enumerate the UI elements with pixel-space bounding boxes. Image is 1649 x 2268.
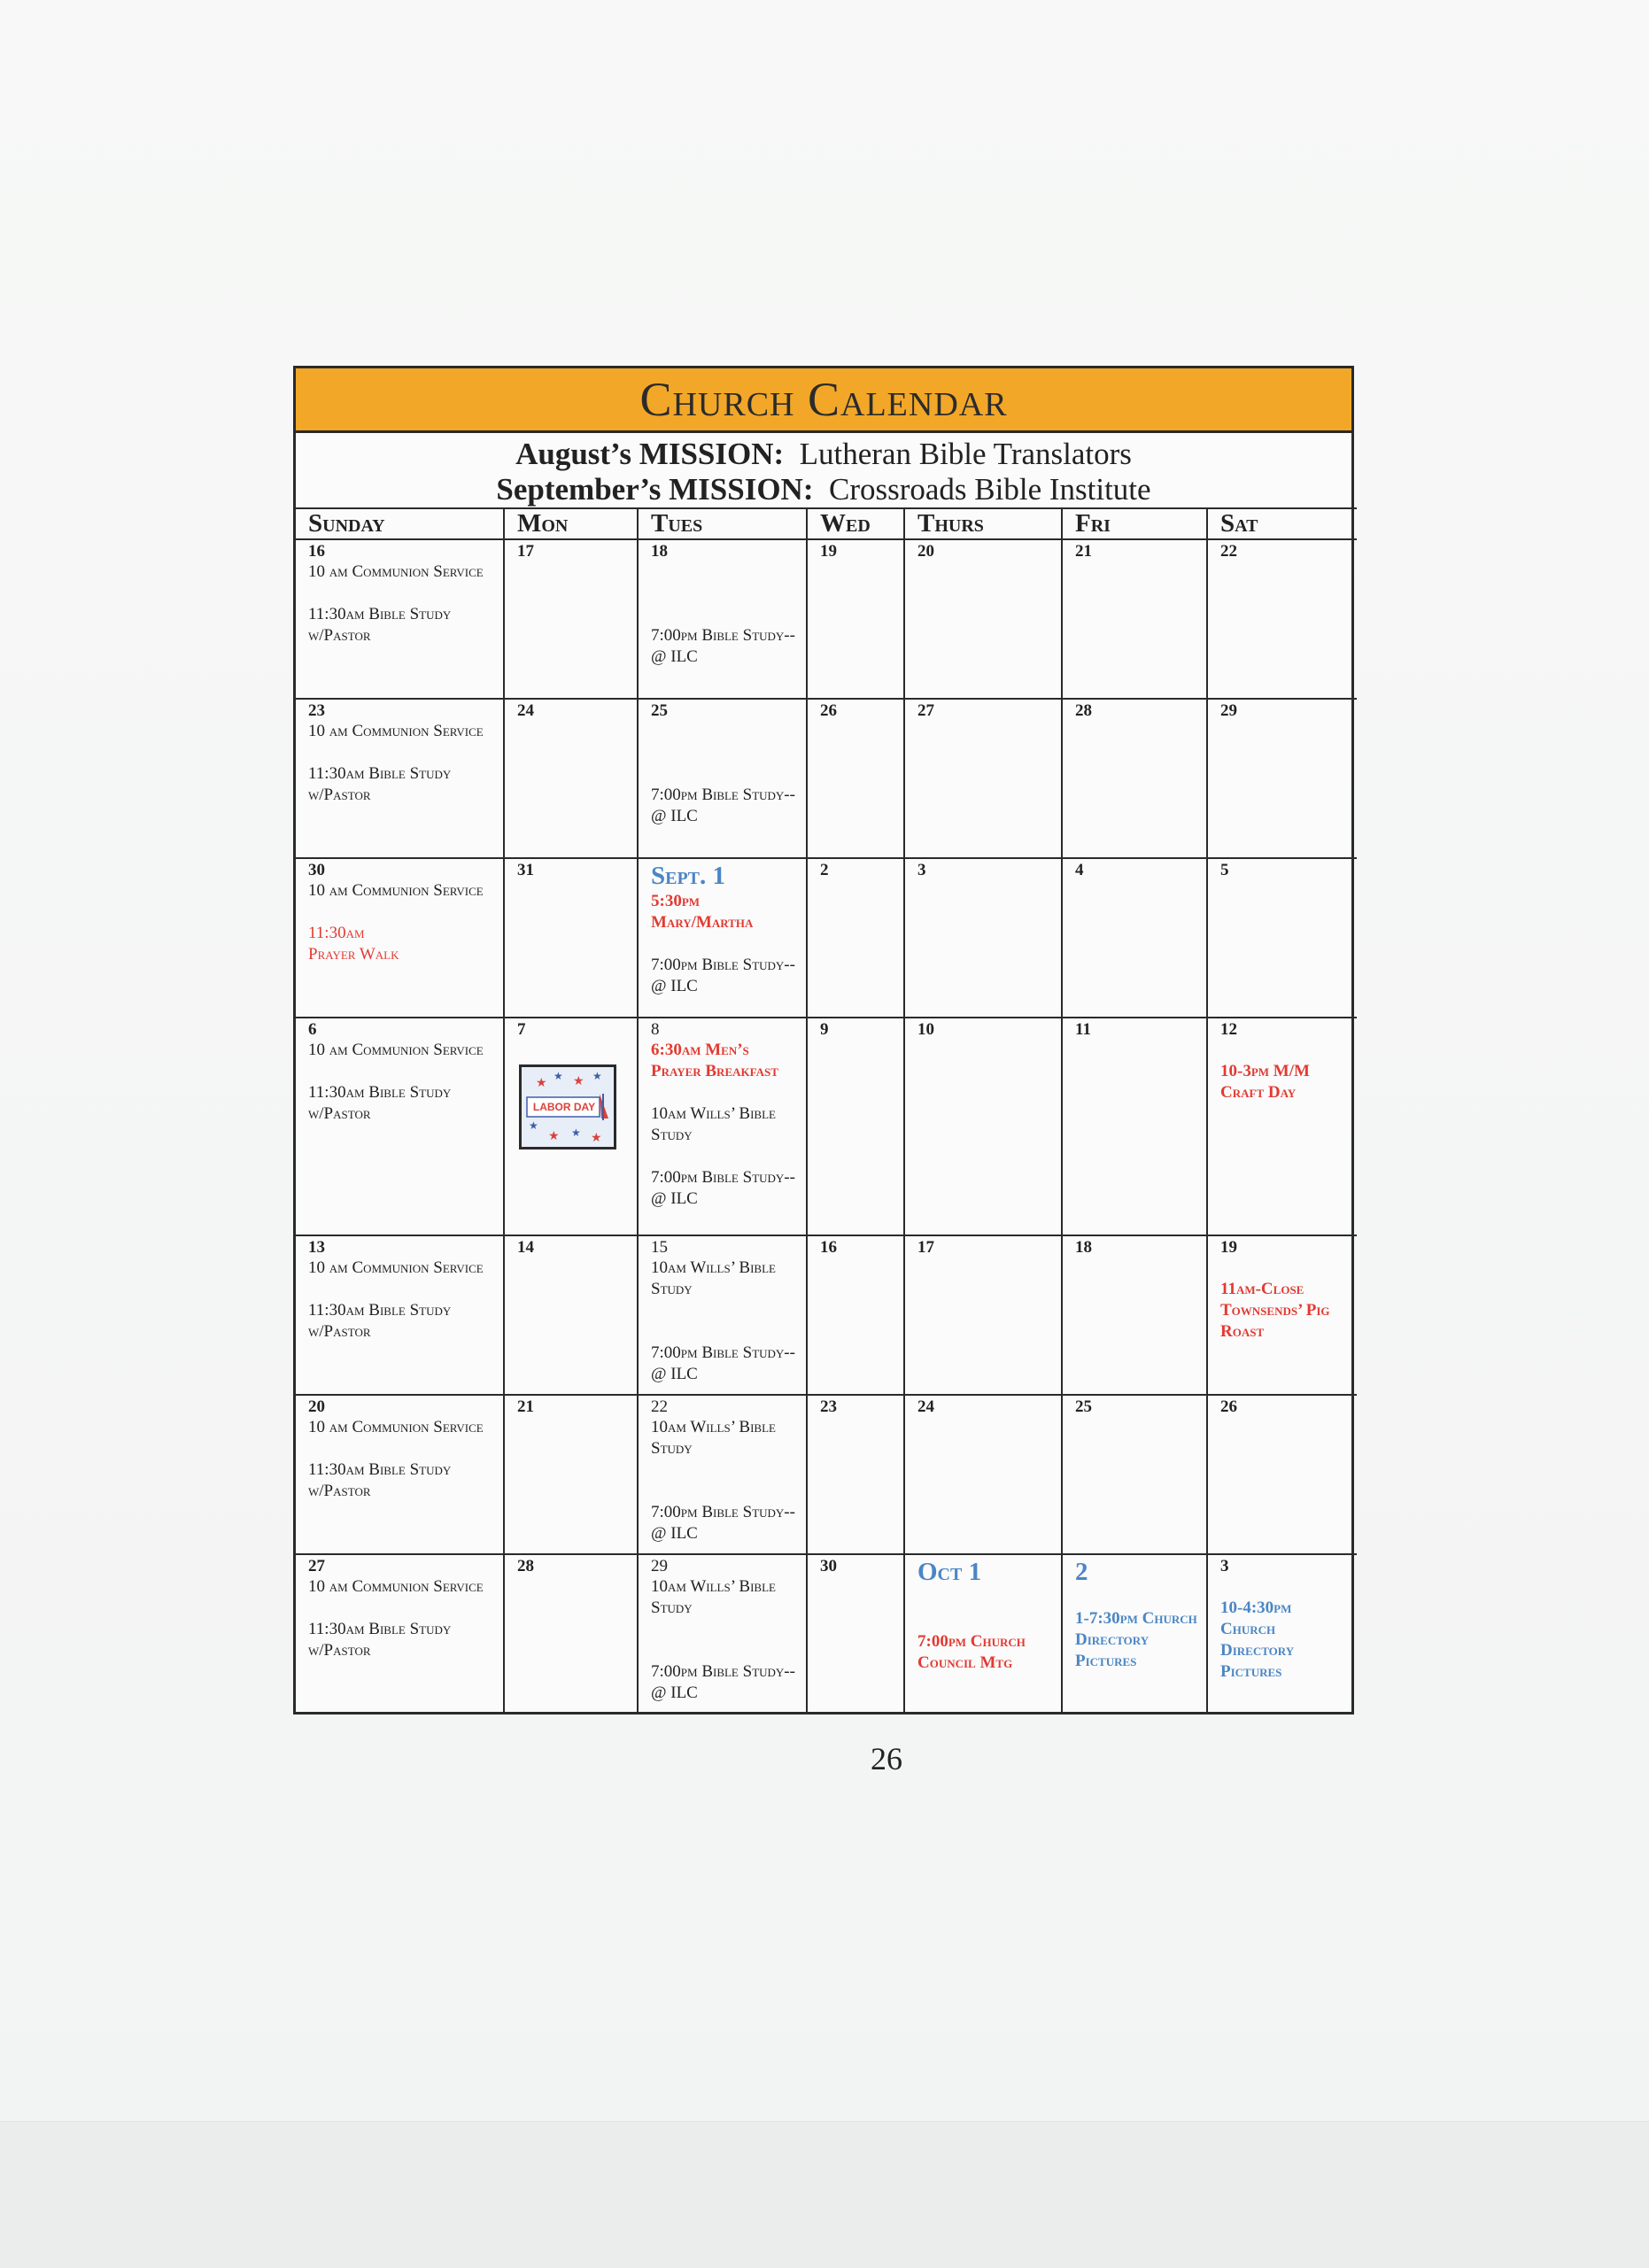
day-cell: [638, 539, 807, 699]
day-cell: [904, 1395, 1062, 1554]
day-cell: [904, 1554, 1062, 1712]
svg-text:★: ★: [529, 1119, 538, 1132]
day-cell: [904, 1018, 1062, 1235]
week-row: [296, 858, 1357, 1018]
event: 7:00pm Bible Study--@ ILC: [651, 626, 795, 666]
event: 7:00pm Bible Study--@ ILC: [651, 1662, 795, 1702]
event: 11:30am Bible Study w/Pastor: [308, 1620, 452, 1660]
day-number: 25: [1075, 1397, 1092, 1416]
day-cell: [296, 699, 504, 858]
september-mission-label: September’s MISSION:: [496, 472, 814, 507]
day-cell: [1207, 1395, 1357, 1554]
day-cell: [504, 539, 638, 699]
day-cell: [1207, 1018, 1357, 1235]
day-cell: [638, 858, 807, 1018]
day-number: 11: [1075, 1020, 1091, 1039]
day-number: 14: [517, 1238, 534, 1257]
day-number: 29: [651, 1557, 668, 1575]
calendar-title: Church Calendar: [296, 368, 1351, 433]
day-number: 21: [517, 1397, 534, 1416]
event: 10 am Communion Service: [308, 1418, 484, 1436]
week-row: [296, 1018, 1357, 1235]
weekday-friday: Fri: [1062, 508, 1207, 539]
day-number: 17: [917, 1238, 934, 1257]
day-cell: [1062, 1018, 1207, 1235]
day-cell: [807, 699, 904, 858]
svg-text:★: ★: [548, 1130, 560, 1143]
day-number: 27: [308, 1557, 325, 1575]
day-cell: [1062, 1395, 1207, 1554]
event: 7:00pm Bible Study--@ ILC: [651, 1168, 795, 1208]
event: 7:00pm Bible Study--@ ILC: [651, 956, 795, 995]
day-number: 21: [1075, 542, 1092, 561]
event: 7:00pm Church Council Mtg: [917, 1632, 1026, 1672]
week-row: [296, 1554, 1357, 1712]
week-row: [296, 1395, 1357, 1554]
august-mission: [296, 437, 1351, 472]
day-cell: [904, 858, 1062, 1018]
day-cell: [296, 1554, 504, 1712]
event: 11am-Close Townsends’ Pig Roast: [1220, 1280, 1330, 1341]
day-number: 20: [917, 542, 934, 561]
weekday-wednesday: Wed: [807, 508, 904, 539]
day-cell: [1207, 699, 1357, 858]
weekday-header-row: [296, 508, 1357, 539]
day-number: 4: [1075, 861, 1084, 879]
day-number: 19: [820, 542, 837, 561]
day-cell: [296, 858, 504, 1018]
september-mission: [296, 472, 1351, 507]
day-cell: [296, 1018, 504, 1235]
day-cell: [807, 1554, 904, 1712]
day-number: 13: [308, 1238, 325, 1257]
day-number: 24: [917, 1397, 934, 1416]
event: 10-4:30pm Church Directory Pictures: [1220, 1598, 1295, 1681]
missions-block: [296, 433, 1351, 507]
day-cell: [504, 1018, 638, 1235]
scanner-edge: [0, 2121, 1649, 2268]
day-number: 26: [820, 701, 837, 720]
event: 1-7:30pm Church Directory Pictures: [1075, 1609, 1197, 1670]
day-cell: [1062, 858, 1207, 1018]
labor-day-badge: [519, 1064, 616, 1149]
month-start-day: Sept. 1: [651, 862, 726, 890]
day-cell: [1207, 858, 1357, 1018]
day-cell: [807, 539, 904, 699]
event: 11:30am Bible Study w/Pastor: [308, 1460, 452, 1500]
event: 11:30am: [308, 924, 365, 942]
event: 10am Wills’ Bible Study: [651, 1258, 776, 1298]
svg-text:★: ★: [571, 1126, 581, 1139]
week-row: [296, 539, 1357, 699]
event: 7:00pm Bible Study--@ ILC: [651, 1503, 795, 1543]
event: 11:30am Bible Study w/Pastor: [308, 1301, 452, 1341]
day-number: 18: [651, 542, 668, 561]
day-number: 30: [820, 1557, 837, 1575]
day-cell: [1207, 539, 1357, 699]
day-cell: [296, 539, 504, 699]
day-number: 17: [517, 542, 534, 561]
day-cell: [1062, 539, 1207, 699]
event: 11:30am Bible Study w/Pastor: [308, 764, 452, 804]
day-cell: [1062, 1554, 1207, 1712]
weekday-monday: Mon: [504, 508, 638, 539]
day-number: 2: [1075, 1558, 1088, 1586]
event: 10 am Communion Service: [308, 1258, 484, 1277]
event: 11:30am Bible Study w/Pastor: [308, 605, 452, 645]
day-cell: [1207, 1554, 1357, 1712]
day-number: 3: [917, 861, 926, 879]
calendar-grid: [296, 507, 1357, 1712]
event: 10am Wills’ Bible Study: [651, 1104, 776, 1144]
day-number: 18: [1075, 1238, 1092, 1257]
day-number: 20: [308, 1397, 325, 1416]
september-mission-value: Crossroads Bible Institute: [828, 472, 1151, 507]
event: 7:00pm Bible Study--@ ILC: [651, 786, 795, 825]
day-cell: [504, 858, 638, 1018]
day-number: 3: [1220, 1557, 1229, 1575]
day-cell: [807, 1018, 904, 1235]
day-number: 22: [651, 1397, 668, 1416]
day-cell: [638, 1395, 807, 1554]
day-number: 10: [917, 1020, 934, 1039]
day-cell: [807, 1235, 904, 1395]
labor-day-label: LABOR DAY: [532, 1101, 596, 1113]
event: 10 am Communion Service: [308, 1577, 484, 1596]
day-number: 22: [1220, 542, 1237, 561]
svg-text:★: ★: [592, 1070, 602, 1082]
day-cell: [504, 1235, 638, 1395]
church-calendar: [293, 366, 1354, 1715]
day-cell: [296, 1395, 504, 1554]
day-number: 29: [1220, 701, 1237, 720]
day-cell: [638, 1235, 807, 1395]
day-number: 28: [517, 1557, 534, 1575]
event: 10am Wills’ Bible Study: [651, 1418, 776, 1458]
august-mission-value: Lutheran Bible Translators: [799, 437, 1132, 471]
day-number: 12: [1220, 1020, 1237, 1039]
event: 6:30am Men’s Prayer Breakfast: [651, 1041, 778, 1080]
day-cell: [504, 699, 638, 858]
svg-text:★: ★: [554, 1070, 563, 1082]
day-number: 19: [1220, 1238, 1237, 1257]
day-number: 24: [517, 701, 534, 720]
day-cell: [904, 699, 1062, 858]
day-cell: [807, 858, 904, 1018]
event: 10 am Communion Service: [308, 722, 484, 740]
day-cell: [504, 1395, 638, 1554]
day-cell: [904, 539, 1062, 699]
weekday-saturday: Sat: [1207, 508, 1357, 539]
event: 10-3pm M/M Craft Day: [1220, 1062, 1310, 1102]
day-number: 30: [308, 861, 325, 879]
august-mission-label: August’s MISSION:: [515, 437, 785, 471]
week-row: [296, 699, 1357, 858]
day-number: 28: [1075, 701, 1092, 720]
day-cell: [504, 1554, 638, 1712]
day-number: 31: [517, 861, 534, 879]
day-number: 16: [820, 1238, 837, 1257]
event: 5:30pm Mary/Martha: [651, 892, 754, 932]
weekday-sunday: Sunday: [296, 508, 504, 539]
day-cell: [638, 699, 807, 858]
week-row: [296, 1235, 1357, 1395]
day-number: 9: [820, 1020, 829, 1039]
day-cell: [807, 1395, 904, 1554]
day-cell: [1207, 1235, 1357, 1395]
day-number: 27: [917, 701, 934, 720]
day-cell: [1062, 699, 1207, 858]
day-number: 8: [651, 1020, 660, 1039]
event: 10 am Communion Service: [308, 881, 484, 900]
page-number: 26: [871, 1741, 902, 1776]
day-number: 26: [1220, 1397, 1237, 1416]
svg-text:★: ★: [591, 1132, 602, 1145]
svg-text:★: ★: [573, 1075, 585, 1088]
event: 11:30am Bible Study w/Pastor: [308, 1083, 452, 1123]
day-number: 15: [651, 1238, 668, 1257]
day-cell: [638, 1018, 807, 1235]
event: 10am Wills’ Bible Study: [651, 1577, 776, 1617]
weekday-tuesday: Tues: [638, 508, 807, 539]
svg-text:★: ★: [536, 1077, 547, 1090]
event: 7:00pm Bible Study--@ ILC: [651, 1343, 795, 1383]
event: 10 am Communion Service: [308, 562, 484, 581]
day-cell: [904, 1235, 1062, 1395]
event: 10 am Communion Service: [308, 1041, 484, 1059]
day-cell: [1062, 1235, 1207, 1395]
event: Prayer Walk: [308, 945, 399, 964]
day-number: 2: [820, 861, 829, 879]
day-number: 23: [820, 1397, 837, 1416]
day-number: 16: [308, 542, 325, 561]
day-number: 5: [1220, 861, 1229, 879]
day-cell: [296, 1235, 504, 1395]
day-cell: [638, 1554, 807, 1712]
day-number: 7: [517, 1020, 526, 1039]
day-number: 6: [308, 1020, 317, 1039]
day-number: 25: [651, 701, 668, 720]
month-start-day: Oct 1: [917, 1558, 982, 1586]
weekday-thursday: Thurs: [904, 508, 1062, 539]
day-number: 23: [308, 701, 325, 720]
